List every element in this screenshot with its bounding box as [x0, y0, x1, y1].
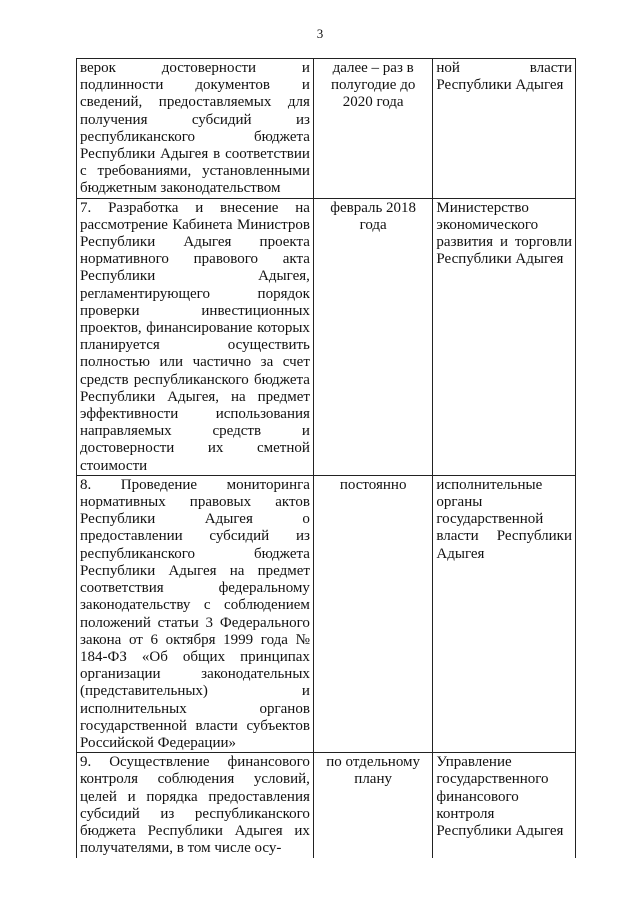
responsible-cell: Министерство экономического развития и торговли Республики Адыгея — [433, 198, 576, 475]
measure-cell: верок достоверности и подлинности документов и сведений, предоставляемых для получения субсидий из республиканского бюджета Республики Адыгея в соответствии с требованиями, установленными бюджетным законодательством — [77, 59, 314, 199]
deadline-cell: февраль 2018 года — [313, 198, 433, 475]
page-number: 3 — [316, 26, 324, 41]
measures-table — [76, 58, 576, 858]
measure-cell: 9. Осуществление финансового контроля соблюдения условий, целей и порядка предоставления субсидий из республиканского бюджета Республики Адыгея их получателями, в том числе осу- — [77, 753, 314, 859]
table-row — [77, 475, 576, 752]
deadline-cell: далее – раз в полугодие до 2020 года — [313, 59, 433, 199]
responsible-cell: Управление государственного финансового контроля Республики Адыгея — [433, 753, 576, 859]
responsible-cell: ной власти Республики Адыгея — [433, 59, 576, 199]
table-row — [77, 753, 576, 859]
deadline-cell: постоянно — [313, 475, 433, 752]
measure-cell: 7. Разработка и внесение на рассмотрение Кабинета Министров Республики Адыгея проекта нормативного правового акта Республики Адыгея, регламентирующего порядок проверки инвестиционных проектов, финансирование которых планируется осуществить полностью или частично за счет средств республиканского бюджета Республики Адыгея, на предмет эффективности использования направляемых средств и достоверности их сметной стоимости — [77, 198, 314, 475]
table-row — [77, 198, 576, 475]
measure-cell: 8. Проведение мониторинга нормативных правовых актов Республики Адыгея о предоставлении субсидий из республиканского бюджета Республики Адыгея на предмет соответствия федеральному законодательству с соблюдением положений статьи 3 Федерального закона от 6 октября 1999 года № 184-ФЗ «Об общих принципах организации законодательных (представительных) и исполнительных органов государственной власти субъектов Российской Федерации» — [77, 475, 314, 752]
deadline-cell: по отдельному плану — [313, 753, 433, 859]
responsible-cell: исполнительные органы государственной власти Республики Адыгея — [433, 475, 576, 752]
table-row — [77, 59, 576, 199]
